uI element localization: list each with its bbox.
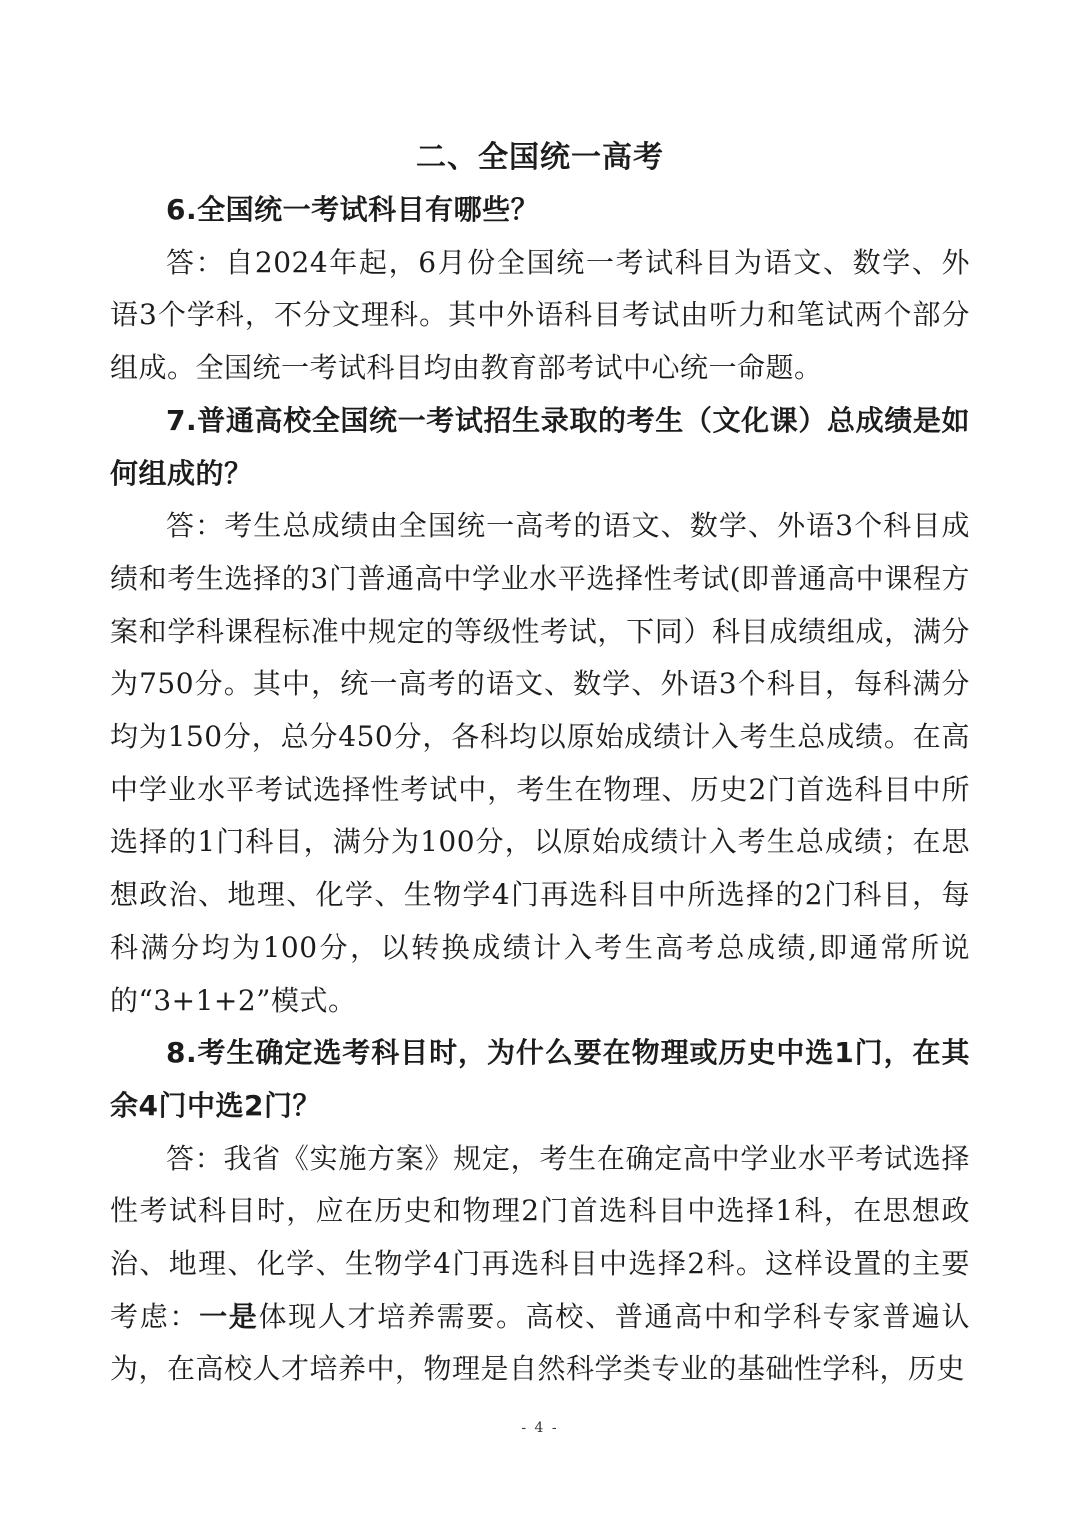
question-7-heading: 7.普通高校全国统一考试招生录取的考生（文化课）总成绩是如何组成的？ bbox=[110, 403, 970, 490]
question-6-answer: 答：自2024年起，6月份全国统一考试科目为语文、数学、外语3个学科，不分文理科。其中外语科目考试由听力和笔试两个部分组成。全国统一考试科目均由教育部考试中心统一命题。 bbox=[110, 245, 970, 385]
question-8-heading: 8.考生确定选考科目时，为什么要在物理或历史中选1门，在其余4门中选2门？ bbox=[110, 1036, 970, 1122]
section-title: 二、全国统一高考 bbox=[416, 140, 664, 175]
question-8-answer bbox=[110, 1133, 970, 1397]
question-6-heading: 6.全国统一考试科目有哪些？ bbox=[166, 193, 540, 226]
question-8-answer-part-1: 答：我省《实施方案》规定，考生在确定高中学业水平考试选择性考试科目时，应在历史和物理2门首选科目中选择1科，在思想政治、地理、化学、生物学4门再选科目中选择2科。这样设置的主要考虑： bbox=[110, 1141, 970, 1333]
question-8-answer-part-2: 体现人才培养需要。高校、普通高中和学科专家普遍认为，在高校人才培养中，物理是自然科学类专业的基础性学科，历史 bbox=[110, 1299, 970, 1386]
body-text bbox=[110, 184, 970, 1396]
page-number: - 4 - bbox=[521, 1420, 559, 1436]
question-8-answer-emphasis: 一是 bbox=[199, 1299, 259, 1333]
question-7-answer: 答：考生总成绩由全国统一高考的语文、数学、外语3个科目成绩和考生选择的3门普通高中学业水平选择性考试(即普通高中课程方案和学科课程标准中规定的等级性考试，下同）科目成绩组成，满分为750分。其中，统一高考的语文、数学、外语3个科目，每科满分均为150分，总分450分，各科均以原始成绩计入考生总成绩。在高中学业水平考试选择性考试中，考生在物理、历史2门首选科目中所选择的1门科目，满分为100分，以原始成绩计入考生总成绩；在思想政治、地理、化学、生物学4门再选科目中所选择的2门科目，每科满分均为100分，以转换成绩计入考生高考总成绩,即通常所说的“3+1+2”模式。 bbox=[110, 509, 970, 1017]
